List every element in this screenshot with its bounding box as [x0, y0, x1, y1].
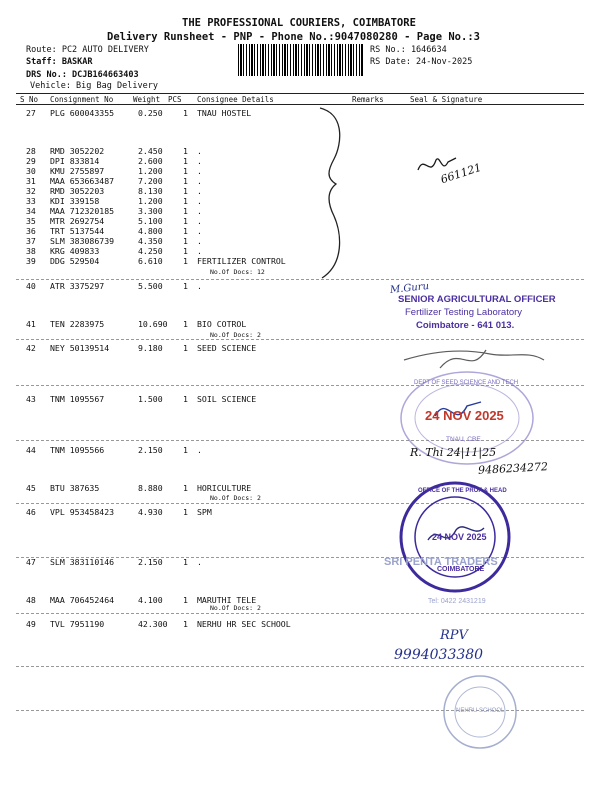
row-consignment: DPI 833814	[50, 156, 100, 166]
route-label: Route: PC2 AUTO DELIVERY	[26, 45, 149, 55]
col-seal: Seal & Signature	[410, 95, 483, 104]
row-weight: 1.200	[138, 196, 163, 206]
col-remarks: Remarks	[352, 95, 384, 104]
row-sno: 28	[26, 146, 36, 156]
row-consignee: .	[197, 176, 202, 186]
row-weight: 3.300	[138, 206, 163, 216]
col-weight: Weight	[133, 95, 161, 104]
row-weight: 2.150	[138, 557, 163, 567]
row-weight: 2.450	[138, 146, 163, 156]
stamp-hort-top: OFFICE OF THE PROF & HEAD	[418, 488, 507, 494]
row-pcs: 1	[183, 256, 188, 266]
row-consignment: PLG 600043355	[50, 108, 115, 118]
row-consignment: KRG 409833	[50, 246, 100, 256]
handwritten-date: 661121	[439, 160, 483, 187]
stamp-hort-city: COIMBATORE	[437, 566, 485, 573]
row-pcs: 1	[183, 319, 188, 329]
row-weight: 4.100	[138, 595, 163, 605]
row-sno: 39	[26, 256, 36, 266]
row-sno: 35	[26, 216, 36, 226]
row-pcs: 1	[183, 226, 188, 236]
row-consignee: FERTILIZER CONTROL	[197, 256, 286, 266]
staff-label: Staff: BASKAR	[26, 57, 93, 67]
row-pcs: 1	[183, 206, 188, 216]
row-consignee: SEED SCIENCE	[197, 343, 257, 353]
row-consignee: .	[197, 196, 202, 206]
row-weight: 4.800	[138, 226, 163, 236]
stamp-seed-bottom: TNAU, CBE	[446, 436, 481, 443]
row-pcs: 1	[183, 595, 188, 605]
row-consignment: RMD 3052202	[50, 146, 105, 156]
row-consignee: TNAU HOSTEL	[197, 108, 252, 118]
row-consignee: NERHU HR SEC SCHOOL	[197, 619, 291, 629]
col-consignment: Consignment No	[50, 95, 114, 104]
row-pcs: 1	[183, 156, 188, 166]
row-sno: 48	[26, 595, 36, 605]
docs-note: No.Of Docs: 2	[210, 494, 261, 502]
row-pcs: 1	[183, 236, 188, 246]
handwritten-brace	[300, 104, 360, 284]
row-weight: 8.880	[138, 483, 163, 493]
row-consignment: TNM 1095567	[50, 394, 105, 404]
row-consignee: .	[197, 186, 202, 196]
row-weight: 1.200	[138, 166, 163, 176]
row-weight: 0.250	[138, 108, 163, 118]
rs-number: RS No.: 1646634	[370, 45, 447, 55]
row-weight: 5.100	[138, 216, 163, 226]
row-pcs: 1	[183, 108, 188, 118]
stamp-fertilizer-title: SENIOR AGRICULTURAL OFFICER	[398, 294, 556, 305]
rs-date: RS Date: 24-Nov-2025	[370, 57, 473, 67]
row-weight: 9.180	[138, 343, 163, 353]
stamp-spm-tel: Tel: 0422 2431219	[428, 598, 486, 605]
row-consignment: TVL 7951190	[50, 619, 105, 629]
row-weight: 42.300	[138, 619, 168, 629]
row-consignee: SPM	[197, 507, 212, 517]
handwritten-phone: 9486234272	[477, 460, 549, 477]
stamp-fertilizer-lab: Fertilizer Testing Laboratory	[405, 307, 523, 318]
row-pcs: 1	[183, 281, 188, 291]
row-sno: 46	[26, 507, 36, 517]
row-consignment: BTU 387635	[50, 483, 100, 493]
row-pcs: 1	[183, 507, 188, 517]
vehicle-label: Vehicle: Big Bag Delivery	[30, 81, 158, 91]
handwritten-name: M.Guru	[389, 280, 430, 297]
company-title: THE PROFESSIONAL COURIERS, COIMBATORE	[182, 17, 416, 29]
row-sno: 32	[26, 186, 36, 196]
row-weight: 4.930	[138, 507, 163, 517]
row-pcs: 1	[183, 619, 188, 629]
row-sno: 43	[26, 394, 36, 404]
row-consignment: VPL 953458423	[50, 507, 115, 517]
row-sno: 42	[26, 343, 36, 353]
drs-label: DRS No.: DCJB164663403	[26, 70, 139, 80]
row-consignment: TNM 1095566	[50, 445, 105, 455]
row-consignee: .	[197, 166, 202, 176]
row-sno: 34	[26, 206, 36, 216]
row-pcs: 1	[183, 394, 188, 404]
row-consignee: .	[197, 216, 202, 226]
col-sno: S No	[20, 95, 39, 104]
row-consignee: BIO COTROL	[197, 319, 247, 329]
docs-note: No.Of Docs: 2	[210, 331, 261, 339]
row-sno: 27	[26, 108, 36, 118]
row-sno: 41	[26, 319, 36, 329]
row-consignee: .	[197, 557, 202, 567]
row-consignment: TRT 5137544	[50, 226, 105, 236]
row-pcs: 1	[183, 216, 188, 226]
row-sno: 36	[26, 226, 36, 236]
row-weight: 10.690	[138, 319, 168, 329]
row-weight: 4.250	[138, 246, 163, 256]
row-weight: 7.200	[138, 176, 163, 186]
row-pcs: 1	[183, 186, 188, 196]
row-weight: 2.600	[138, 156, 163, 166]
row-pcs: 1	[183, 343, 188, 353]
row-consignee: .	[197, 146, 202, 156]
stamp-hort-date: 24 NOV 2025	[432, 532, 487, 542]
stamp-seed-top: DEPT OF SEED SCIENCE AND TECH	[414, 380, 519, 386]
row-pcs: 1	[183, 196, 188, 206]
row-weight: 6.610	[138, 256, 163, 266]
handwritten-initials: RPV	[440, 628, 468, 643]
row-sno: 44	[26, 445, 36, 455]
handwritten-mobile: 9994033380	[394, 647, 484, 663]
row-consignment: ATR 3375297	[50, 281, 105, 291]
row-consignment: SLM 383110146	[50, 557, 115, 567]
header-rule-top	[16, 93, 584, 94]
row-pcs: 1	[183, 246, 188, 256]
row-consignee: SOIL SCIENCE	[197, 394, 257, 404]
row-sno: 31	[26, 176, 36, 186]
handwritten-receiver: R. Thi 24|11|25	[410, 446, 497, 459]
row-consignment: MAA 712320185	[50, 206, 115, 216]
col-pcs: PCS	[168, 95, 182, 104]
row-consignee: .	[197, 246, 202, 256]
row-sno: 38	[26, 246, 36, 256]
row-sno: 47	[26, 557, 36, 567]
stamp-fertilizer-city: Coimbatore - 641 013.	[416, 320, 515, 331]
row-consignee: HORICULTURE	[197, 483, 252, 493]
row-sno: 30	[26, 166, 36, 176]
row-consignee: .	[197, 226, 202, 236]
stamp-school-name: NEHRU SCHOOL	[456, 708, 505, 714]
row-weight: 8.130	[138, 186, 163, 196]
row-pcs: 1	[183, 166, 188, 176]
row-divider	[16, 613, 584, 614]
row-consignment: SLM 383086739	[50, 236, 115, 246]
col-consignee: Consignee Details	[197, 95, 274, 104]
row-consignee: .	[197, 445, 202, 455]
row-consignment: RMD 3052203	[50, 186, 105, 196]
row-consignee: .	[197, 156, 202, 166]
row-consignment: NEY 50139514	[50, 343, 110, 353]
row-sno: 29	[26, 156, 36, 166]
row-consignee: MARUTHI TELE	[197, 595, 257, 605]
docs-note: No.Of Docs: 12	[210, 268, 265, 276]
row-weight: 5.500	[138, 281, 163, 291]
runsheet-title: Delivery Runsheet - PNP - Phone No.:9047080280 - Page No.:3	[107, 31, 480, 43]
row-sno: 33	[26, 196, 36, 206]
row-pcs: 1	[183, 445, 188, 455]
row-consignment: MAA 653663487	[50, 176, 115, 186]
barcode	[238, 44, 364, 76]
row-consignment: MAA 706452464	[50, 595, 115, 605]
row-pcs: 1	[183, 557, 188, 567]
docs-note: No.Of Docs: 2	[210, 604, 261, 612]
row-divider	[16, 666, 584, 667]
stamp-spm-name: SRI PENTA TRADERS	[384, 556, 498, 568]
row-sno: 49	[26, 619, 36, 629]
row-sno: 45	[26, 483, 36, 493]
row-consignment: KMU 2755897	[50, 166, 105, 176]
row-consignee: .	[197, 281, 202, 291]
row-sno: 40	[26, 281, 36, 291]
row-consignee: .	[197, 236, 202, 246]
row-pcs: 1	[183, 483, 188, 493]
row-consignee: .	[197, 206, 202, 216]
row-consignment: KDI 339158	[50, 196, 100, 206]
row-weight: 4.350	[138, 236, 163, 246]
row-weight: 2.150	[138, 445, 163, 455]
row-consignment: TEN 2283975	[50, 319, 105, 329]
stamp-seed-date: 24 NOV 2025	[425, 408, 504, 423]
row-sno: 37	[26, 236, 36, 246]
row-consignment: MTR 2692754	[50, 216, 105, 226]
row-pcs: 1	[183, 176, 188, 186]
row-consignment: DDG 529504	[50, 256, 100, 266]
row-pcs: 1	[183, 146, 188, 156]
row-weight: 1.500	[138, 394, 163, 404]
